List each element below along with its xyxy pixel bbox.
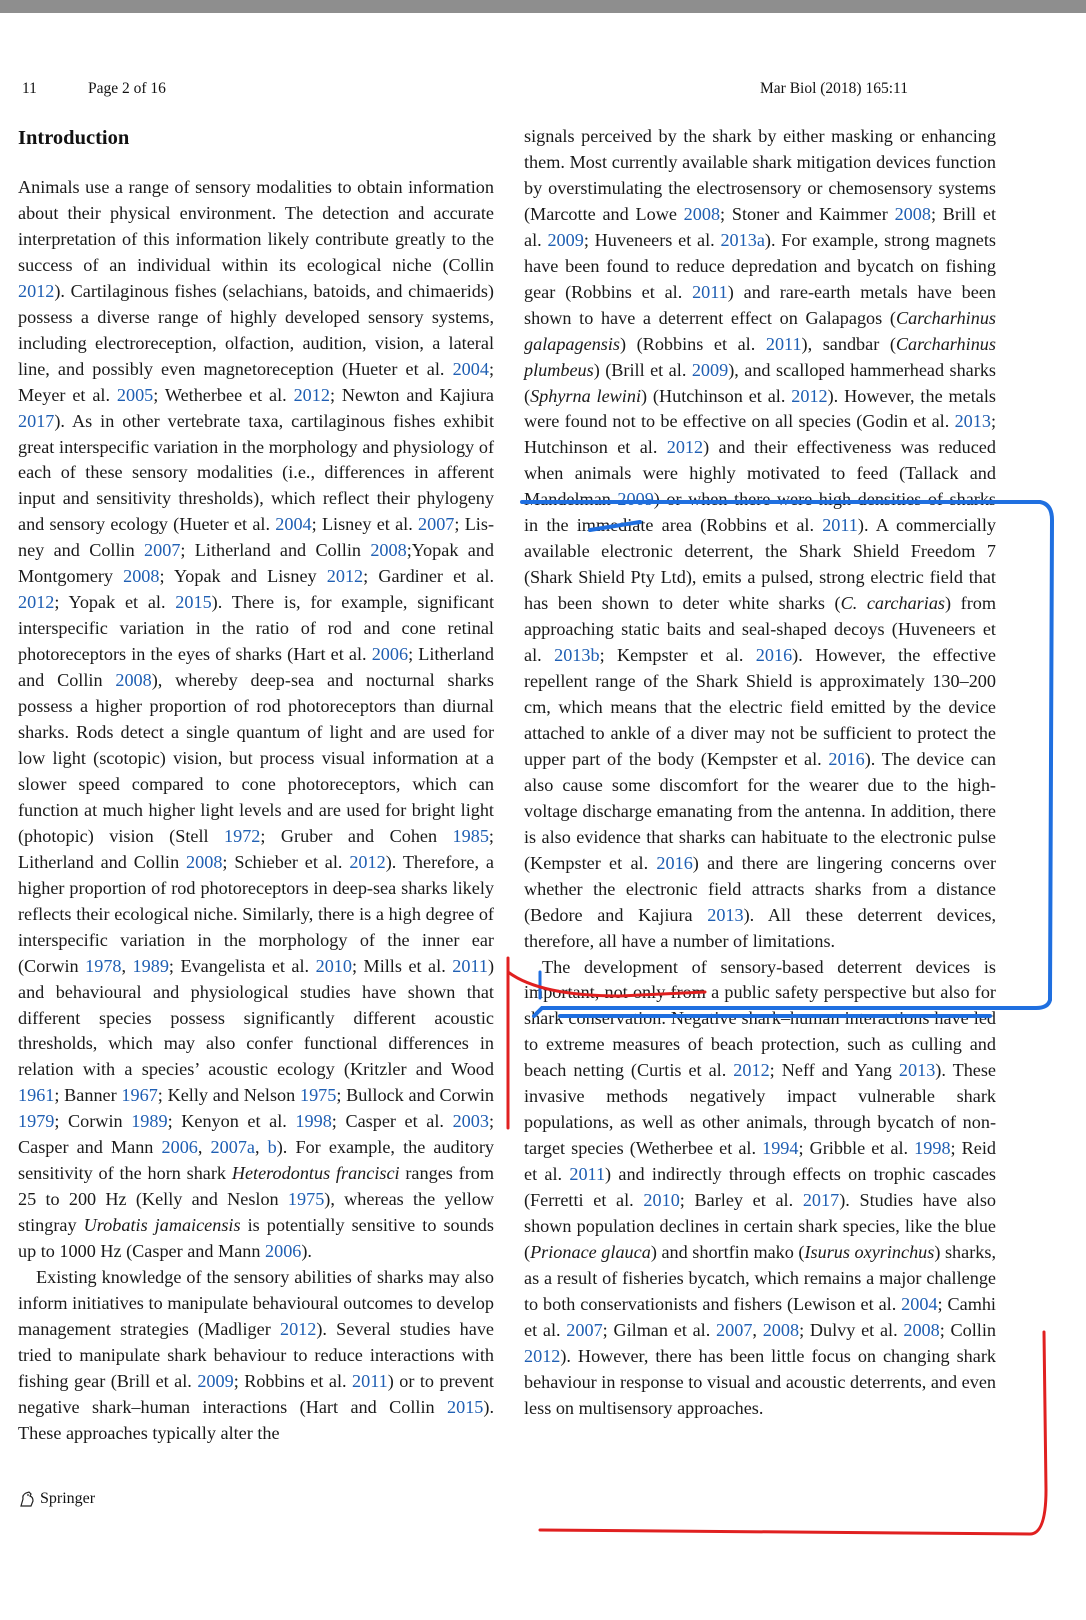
citation-link[interactable]: 2012: [326, 566, 364, 587]
citation-link[interactable]: 2012: [349, 851, 386, 872]
citation-link[interactable]: 2017: [802, 1190, 840, 1211]
citation-link[interactable]: 1994: [762, 1138, 799, 1159]
paragraph: Animals use a range of sensory modalities to obtain information about their physical environment. The detection and accurate interpretation of this information likely contribute greatly to the success of an individual within its ecological niche (Collin 2012). Cartilaginous fishes (selachians, batoids, and chimaerids) possess a diverse range of highly developed sensory systems, including electroreception, olfaction, audition, vision, a lateral line, and possibly even magnetoreception (Hueter et al. 2004; Meyer et al. 2005; Wetherbee et al. 2012; Newton and Kajiura 2017). As in other vertebrate taxa, cartilaginous fishes exhibit great interspecific variation in the morphology and physiology of each of these sensory modalities (i.e., differences in afferent input and sensitivity thresholds), which reflect their phylogeny and sensory ecology (Hueter et al. 2004; Lisney et al. 2007; Lisney and Collin 2007; Litherland and Collin 2008;Yopak and Montgomery 2008; Yopak and Lisney 2012; Gardiner et al. 2012; Yopak et al. 2015). There is, for example, significant interspecific variation in the ratio of rod and cone retinal photoreceptors in the eyes of sharks (Hart et al. 2006; Litherland and Collin 2008), whereby deep-sea and nocturnal sharks possess a higher proportion of rod photoreceptors than diurnal sharks. Rods detect a single quantum of light and are used for low light (scotopic) vision, but process visual information at a slower speed compared to cone photoreceptors, which can function at much higher light levels and are used for bright light (photopic) vision (Stell 1972; Gruber and Cohen 1985; Litherland and Collin 2008; Schieber et al. 2012). Therefore, a higher proportion of rod photoreceptors in deep-sea sharks likely reflects their ecological niche. Similarly, there is a high degree of interspecific variation in the morphology of the inner ear (Corwin 1978, 1989; Evangelista et al. 2010; Mills et al. 2011) and behavioural and physiological studies have shown that different species possess significantly different acoustic thresholds, which may also confer functional differences in relation with a species’ acoustic ecology (Kritzler and Wood 1961; Banner 1967; Kelly and Nelson 1975; Bullock and Corwin 1979; Corwin 1989; Kenyon et al. 1998; Casper et al. 2003; Casper and Mann 2006, 2007a, b). For example, the auditory sensitivity of the horn shark Heterodontus francisci ranges from 25 to 200 Hz (Kelly and Neslon 1975), whereas the yellow stingray Urobatis jamaicensis is potentially sensitive to sounds up to 1000 Hz (Casper and Mann 2006).: [18, 177, 495, 1262]
citation-link[interactable]: 2008: [894, 203, 931, 224]
page-of-label: Page 2 of 16: [88, 80, 166, 97]
citation-link[interactable]: 1975: [299, 1085, 337, 1106]
citation-link[interactable]: 2007: [716, 1319, 753, 1340]
citation-link[interactable]: 2004: [452, 358, 489, 379]
citation-link[interactable]: 1972: [224, 825, 261, 846]
species-name: Prionace glauca: [530, 1241, 651, 1262]
citation-link[interactable]: 2003: [452, 1111, 489, 1132]
citation-link[interactable]: 2013: [954, 411, 991, 432]
citation-link[interactable]: 1998: [295, 1111, 332, 1132]
citation-link[interactable]: 2011: [452, 955, 488, 976]
citation-link[interactable]: 2011: [765, 333, 802, 354]
citation-link[interactable]: 2004: [275, 514, 312, 535]
left-column: [18, 124, 494, 1447]
citation-link[interactable]: 2007a: [210, 1137, 255, 1158]
species-name: Heterodontus francisci: [231, 1163, 400, 1184]
citation-link[interactable]: b: [267, 1137, 277, 1158]
citation-link[interactable]: 2016: [656, 852, 693, 873]
citation-link[interactable]: 2012: [791, 385, 828, 406]
page-number: 11: [22, 80, 37, 97]
citation-link[interactable]: 1985: [452, 825, 489, 846]
citation-link[interactable]: 2007: [144, 540, 181, 561]
citation-link[interactable]: 2008: [370, 540, 407, 561]
citation-link[interactable]: 2012: [18, 592, 55, 613]
citation-link[interactable]: 2004: [901, 1293, 938, 1314]
citation-link[interactable]: 2011: [569, 1164, 606, 1185]
citation-link[interactable]: 1998: [914, 1138, 951, 1159]
citation-link[interactable]: 2005: [116, 384, 154, 405]
citation-link[interactable]: 2008: [683, 203, 721, 224]
springer-horse-icon: [18, 1490, 36, 1508]
citation-link[interactable]: 2006: [371, 644, 409, 665]
citation-link[interactable]: 1975: [287, 1189, 325, 1210]
citation-link[interactable]: 2009: [197, 1370, 234, 1391]
species-name: Urobatis jamaicensis: [83, 1215, 241, 1236]
citation-link[interactable]: 1989: [131, 1111, 168, 1132]
right-column: [524, 124, 996, 1422]
citation-link[interactable]: 2008: [123, 566, 160, 587]
citation-link[interactable]: 2013b: [554, 645, 600, 666]
citation-link[interactable]: 2008: [186, 851, 223, 872]
publisher-name: Springer: [40, 1490, 96, 1507]
citation-link[interactable]: 2017: [18, 410, 55, 431]
page-header: [22, 80, 932, 100]
citation-link[interactable]: 2013a: [720, 229, 765, 250]
journal-citation: Mar Biol (2018) 165:11: [760, 80, 908, 97]
citation-link[interactable]: 2011: [692, 281, 728, 302]
page-footer: [18, 1490, 95, 1508]
citation-link[interactable]: 2008: [903, 1319, 940, 1340]
citation-link[interactable]: 2013: [898, 1060, 936, 1081]
citation-link[interactable]: 2016: [755, 645, 793, 666]
citation-link[interactable]: 2008: [115, 670, 152, 691]
citation-link[interactable]: 2013: [707, 904, 744, 925]
citation-link[interactable]: 2010: [315, 955, 352, 976]
citation-link[interactable]: 2015: [447, 1396, 484, 1417]
citation-link[interactable]: 2011: [352, 1370, 388, 1391]
species-name: Isurus oxyrinchus: [804, 1241, 935, 1262]
citation-link[interactable]: 2012: [18, 280, 55, 301]
citation-link[interactable]: 1979: [18, 1111, 55, 1132]
citation-link[interactable]: 2010: [643, 1190, 680, 1211]
citation-link[interactable]: 2015: [175, 592, 212, 613]
citation-link[interactable]: 2006: [265, 1241, 302, 1262]
paragraph: The development of sensory-based deterrent devices is important, not only from a public safety perspective but also for shark conservation. Negative shark–human interactions have led to extreme measures of beach protection, such as culling and beach netting (Curtis et al. 2012; Neff and Yang 2013). These invasive methods negatively impact vulnerable shark populations, as well as other animals, through bycatch of non-target species (Wetherbee et al. 1994; Gribble et al. 1998; Reid et al. 2011) and indirectly through effects on trophic cascades (Ferretti et al. 2010; Barley et al. 2017). Studies have also shown population declines in certain shark species, like the blue (Prionace glauca) and shortfin mako (Isurus oxyrinchus) sharks, as a result of fisheries bycatch, which remains a major challenge to both conservationists and fishers (Lewison et al. 2004; Camhi et al. 2007; Gilman et al. 2007, 2008; Dulvy et al. 2008; Collin 2012). However, there has been little focus on changing shark behaviour in response to visual and acoustic deterrents, and even less on multisensory approaches.: [524, 956, 997, 1418]
citation-link[interactable]: 2012: [666, 437, 704, 458]
citation-link[interactable]: 2012: [733, 1060, 770, 1081]
citation-link[interactable]: 1967: [121, 1085, 158, 1106]
citation-link[interactable]: 2016: [828, 748, 865, 769]
citation-link[interactable]: 2008: [762, 1319, 800, 1340]
citation-link[interactable]: 2007: [566, 1319, 603, 1340]
section-heading: Introduction: [18, 127, 130, 149]
species-name: C. carcharias: [840, 593, 945, 614]
citation-link[interactable]: 2011: [822, 515, 858, 536]
citation-link[interactable]: 1978: [85, 955, 122, 976]
top-bar: [0, 0, 1086, 13]
citation-link[interactable]: 2012: [279, 1318, 317, 1339]
species-name: Carcharhinus galapagensis: [524, 307, 996, 354]
citation-link[interactable]: 2006: [161, 1137, 198, 1158]
citation-link[interactable]: 2012: [524, 1345, 561, 1366]
species-name: Carcharhinus plumbeus: [524, 333, 996, 380]
citation-link[interactable]: 2009: [691, 359, 729, 380]
citation-link[interactable]: 2009: [617, 489, 654, 510]
species-name: Sphyrna lewini: [530, 385, 642, 406]
citation-link[interactable]: 2009: [547, 229, 584, 250]
paragraph: signals perceived by the shark by either masking or enhancing them. Most currently available shark mitigation devices function by overstimulating the electrosensory or chemosensory systems (Marcotte and Lowe 2008; Stoner and Kaimmer 2008; Brill et al. 2009; Huveneers et al. 2013a). For example, strong magnets have been found to reduce depredation and bycatch on fishing gear (Robbins et al. 2011) and rare-earth metals have been shown to have a deterrent effect on Galapagos (Carcharhinus galapagensis) (Robbins et al. 2011), sandbar (Carcharhinus plumbeus) (Brill et al. 2009), and scalloped hammerhead sharks (Sphyrna lewini) (Hutchinson et al. 2012). However, the metals were found not to be effective on all species (Godin et al. 2013; Hutchinson et al. 2012) and their effectiveness was reduced when animals were highly motivated to feed (Tallack and Mandelman 2009) or when there were high densities of sharks in the immediate area (Robbins et al. 2011). A commercially available electronic deterrent, the Shark Shield Freedom 7 (Shark Shield Pty Ltd), emits a pulsed, strong electric field that has been shown to deter white sharks (C. carcharias) from approaching static baits and seal-shaped decoys (Huveneers et al. 2013b; Kempster et al. 2016). However, the effective repellent range of the Shark Shield is approximately 130–200 cm, which means that the electric field emitted by the device attached to ankle of a diver may not be sufficient to protect the upper part of the body (Kempster et al. 2016). The device can also cause some discomfort for the wearer due to the high-voltage discharge emanating from the antenna. In addition, there is also evidence that sharks can habituate to the electronic pulse (Kempster et al. 2016) and there are lingering concerns over whether the electronic field attracts sharks from a distance (Bedore and Kajiura 2013). All these deterrent devices, therefore, all have a number of limitations.: [524, 126, 997, 951]
citation-link[interactable]: 1989: [132, 955, 169, 976]
citation-link[interactable]: 1961: [18, 1085, 55, 1106]
citation-link[interactable]: 2012: [293, 384, 330, 405]
paragraph: Existing knowledge of the sensory abilities of sharks may also inform initiatives to manipulate behavioural outcomes to develop management strategies (Madliger 2012). Several studies have tried to manipulate shark behaviour to reduce interactions with fishing gear (Brill et al. 2009; Robbins et al. 2011) or to prevent negative shark–human interactions (Hart and Collin 2015). These approaches typically alter the: [18, 1267, 495, 1443]
citation-link[interactable]: 2007: [418, 514, 455, 535]
